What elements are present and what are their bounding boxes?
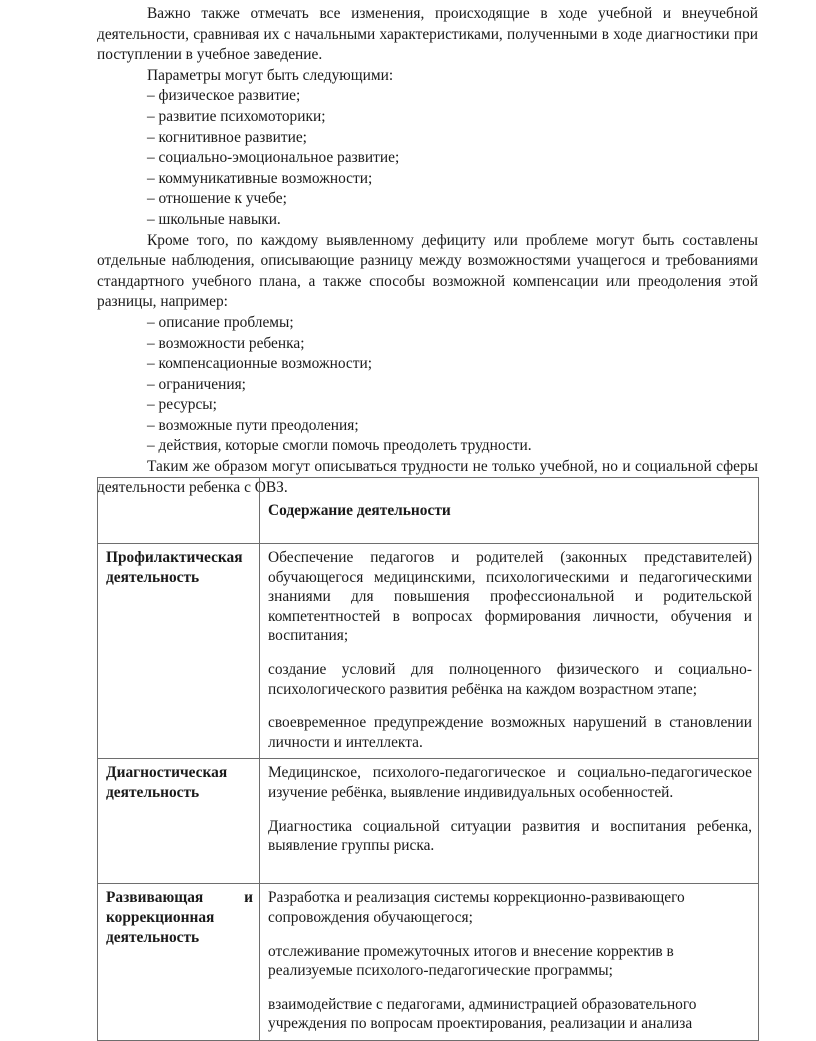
row-content [260, 759, 759, 884]
content-item: отслеживание промежуточных итогов и внесение корректив в реализуемые психолого-педагогические программы; [268, 942, 674, 980]
paragraph-social: Таким же образом могут описываться трудности не только учебной, но и социальной сферы деятельности ребенка с ОВЗ. [97, 458, 758, 496]
content-item: своевременное предупреждение возможных нарушений в становлении личности и интеллекта. [268, 714, 752, 751]
content-item: взаимодействие с педагогами, администрацией образовательного учреждения по вопросам проектирования, реализации и анализа [268, 995, 697, 1033]
list-item: – школьные навыки. [147, 210, 281, 228]
content-item: Разработка и реализация системы коррекционно-развивающего сопровождения обучающегося; [268, 889, 685, 926]
row-content [260, 884, 759, 1041]
list-item: – развитие психомоторики; [147, 107, 326, 125]
content-item: Обеспечение педагогов и родителей (законных представителей) обучающегося медицинскими, психологическими и педагогическими знаниями для повышения профессиональной и родительской компетентностей в вопросах формирования личности, обучения и воспитания; [268, 549, 752, 645]
table-row [98, 544, 759, 759]
activity-table [97, 477, 759, 1041]
row-content [260, 544, 759, 759]
list-item: – возможности ребенка; [147, 334, 305, 352]
header-cell-content: Содержание деятельности [260, 478, 759, 544]
document-body [97, 4, 758, 498]
params-list [97, 86, 758, 230]
list-item: – ресурсы; [147, 396, 217, 414]
list-item: – отношение к учебе; [147, 190, 287, 208]
row-label: Диагностическая деятельность [98, 759, 260, 884]
list-item: – физическое развитие; [147, 87, 301, 105]
list-item: – описание проблемы; [147, 313, 294, 331]
row-label: Развивающая и коррекционная деятельность [98, 884, 260, 1041]
list-item: – социально-эмоциональное развитие; [147, 149, 400, 167]
list-item: – компенсационные возможности; [147, 355, 372, 373]
list-item: – возможные пути преодоления; [147, 416, 359, 434]
content-item: создание условий для полноценного физического и социально-психологического развития ребёнка на каждом возрастном этапе; [268, 660, 752, 698]
row-label: Профилактическая деятельность [98, 544, 260, 759]
table-row [98, 884, 759, 1041]
header-cell-empty [98, 478, 260, 544]
list-item: – коммуникативные возможности; [147, 169, 373, 187]
content-item: Диагностика социальной ситуации развития и воспитания ребенка, выявление группы риска. [268, 817, 752, 855]
params-lead: Параметры могут быть следующими: [147, 66, 394, 84]
table-header-row [98, 478, 759, 544]
list-item: – действия, которые смогли помочь преодолеть трудности. [147, 437, 532, 455]
content-item: Медицинское, психолого-педагогическое и социально-педагогическое изучение ребёнка, выявление индивидуальных особенностей. [268, 764, 752, 801]
list-item: – когнитивное развитие; [147, 128, 307, 146]
table-row [98, 759, 759, 884]
paragraph-changes: Важно также отмечать все изменения, происходящие в ходе учебной и внеучебной деятельности, сравнивая их с начальными характеристиками, полученными в ходе диагностики при поступлении в учебное заведение. [97, 5, 758, 64]
paragraph-observations: Кроме того, по каждому выявленному дефициту или проблеме могут быть составлены отдельные наблюдения, описывающие разницу между возможностями учащегося и требованиями стандартного учебного плана, а также способы возможной компенсации или преодоления этой разницы, например: [97, 231, 758, 311]
observations-list [97, 313, 758, 457]
list-item: – ограничения; [147, 375, 246, 393]
